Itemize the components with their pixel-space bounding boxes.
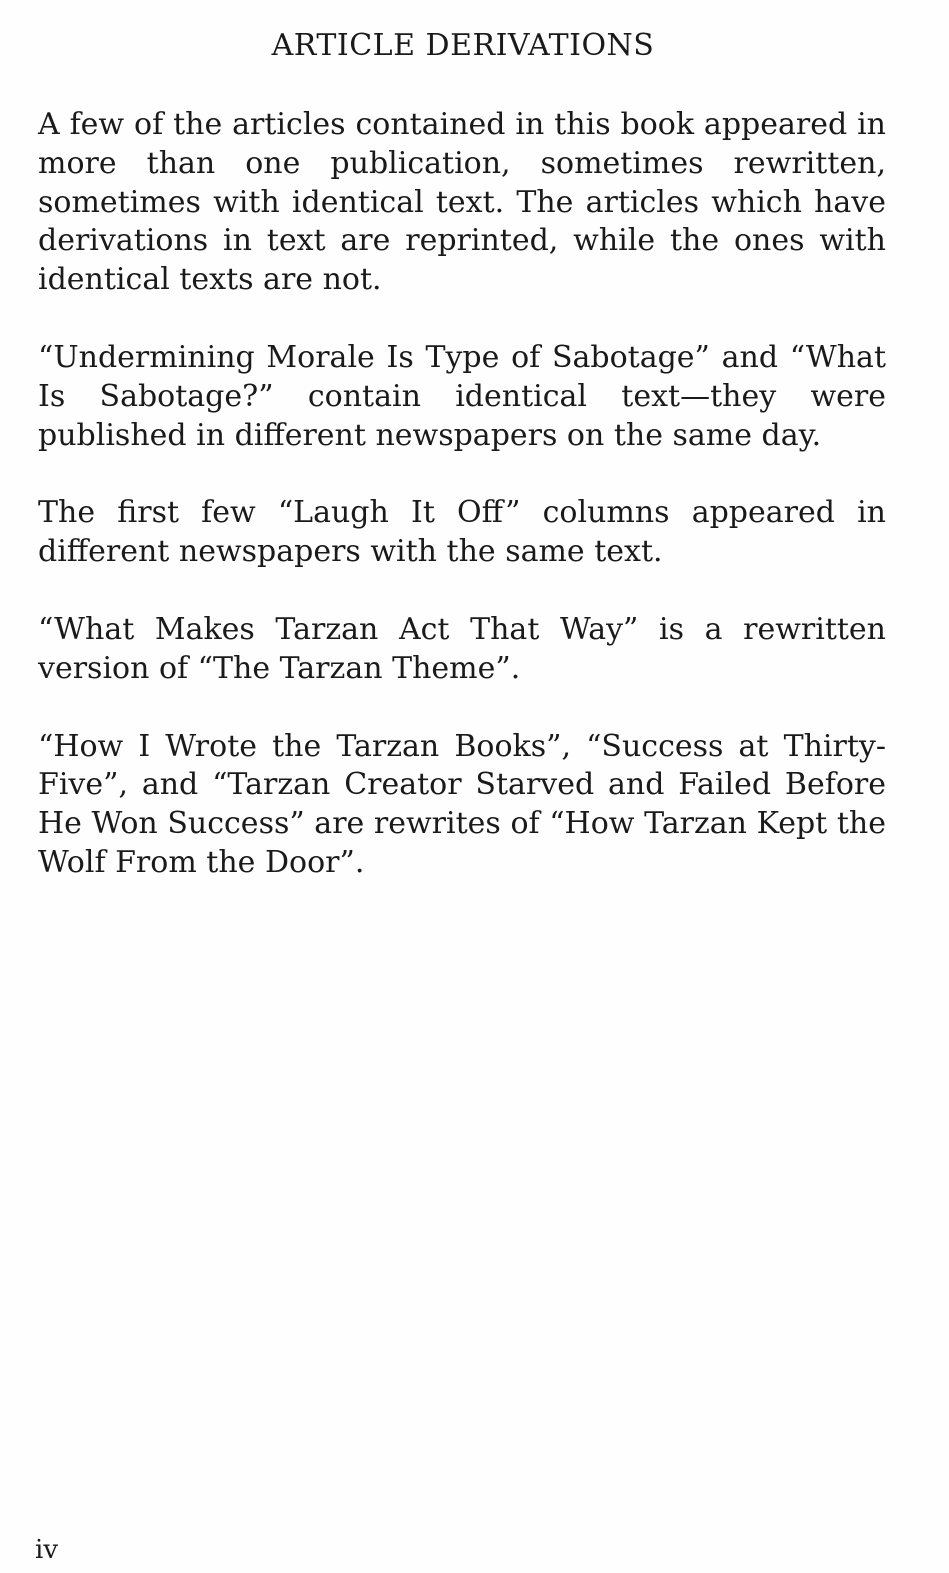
page-number: iv: [35, 1535, 59, 1565]
paragraph: “How I Wrote the Tarzan Books”, “Success at Thirty-Five”, and “Tarzan Creator Starved and Failed Before He Won Success” are rewrites of “How Tarzan Kept the Wolf From the Door”.: [38, 728, 886, 880]
paragraph: “What Makes Tarzan Act That Way” is a rewritten version of “The Tarzan Theme”.: [38, 611, 886, 686]
paragraph: The first few “Laugh It Off” columns appeared in different newspapers with the same text.: [38, 495, 886, 570]
article-body: [38, 106, 886, 922]
paragraph: “Undermining Morale Is Type of Sabotage” and “What Is Sabotage?” contain identical text—they were published in different newspapers on the same day.: [38, 339, 886, 453]
page-title: ARTICLE DERIVATIONS: [271, 28, 655, 63]
paragraph: A few of the articles contained in this book appeared in more than one publication, sometimes rewritten, sometimes with identical text. The articles which have derivations in text are reprinted, while the ones with identical texts are not.: [38, 107, 886, 298]
